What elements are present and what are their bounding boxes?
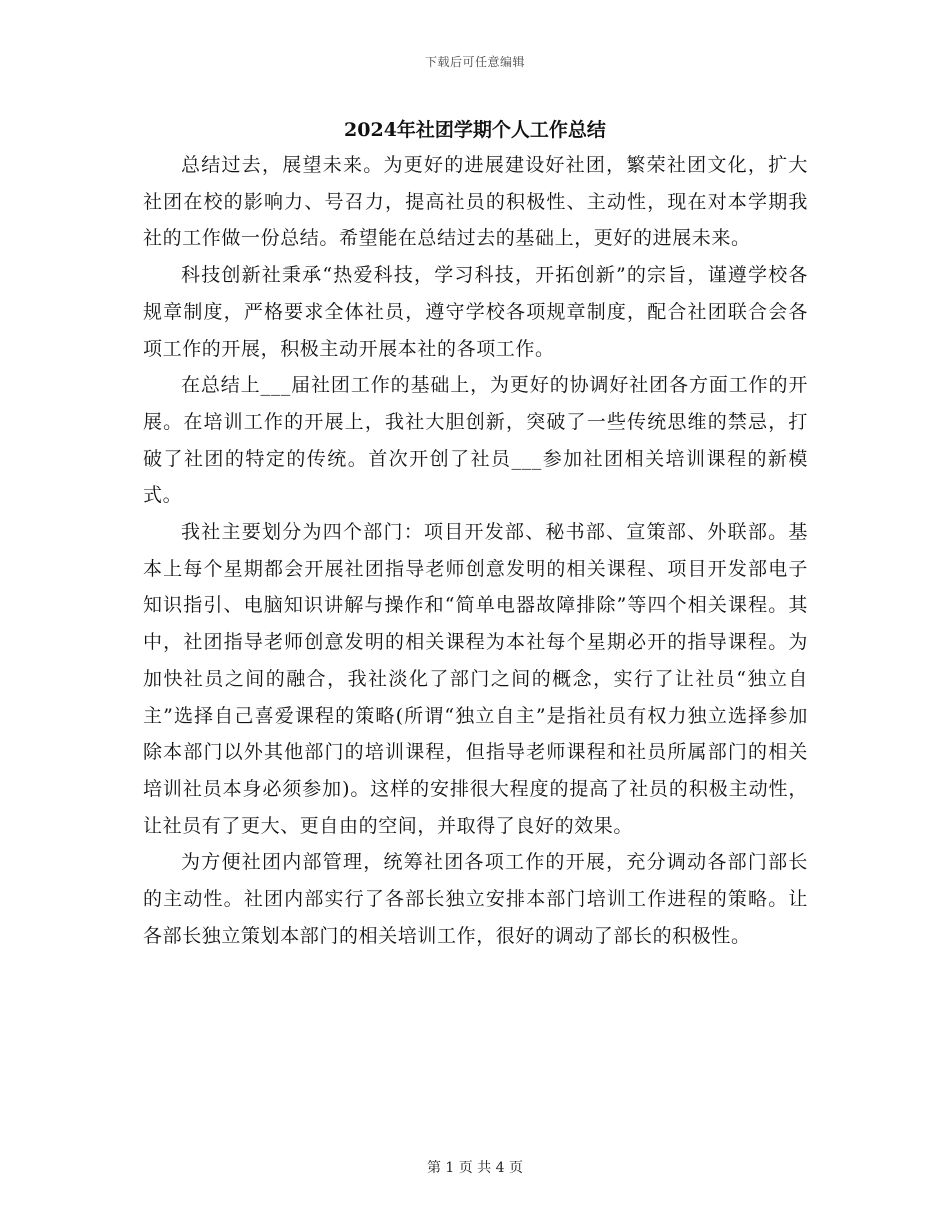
paragraph-training: 在总结上___届社团工作的基础上，为更好的协调好社团各方面工作的开展。在培训工作的开展上，我社大胆创新，突破了一些传统思维的禁忌，打破了社团的特定的传统。首次开创了社员___参加社团相关培训课程的新模式。 xyxy=(143,374,808,507)
document-body xyxy=(143,147,808,954)
header-note: 下载后可任意编辑 xyxy=(424,55,525,69)
paragraph-management: 为方便社团内部管理，统筹社团各项工作的开展，充分调动各部门部长的主动性。社团内部实行了各部长独立安排本部门培训工作进程的策略。让各部长独立策划本部门的相关培训工作，很好的调动了部长的积极性。 xyxy=(143,851,808,947)
paragraph-departments: 我社主要划分为四个部门：项目开发部、秘书部、宣策部、外联部。基本上每个星期都会开展社团指导老师创意发明的相关课程、项目开发部电子知识指引、电脑知识讲解与操作和“简单电器故障排除”等四个相关课程。其中，社团指导老师创意发明的相关课程为本社每个星期必开的指导课程。为加快社员之间的融合，我社淡化了部门之间的概念，实行了让社员“独立自主”选择自己喜爱课程的策略(所谓“独立自主”是指社员有权力独立选择参加除本部门以外其他部门的培训课程，但指导老师课程和社员所属部门的相关培训社员本身必须参加)。这样的安排很大程度的提高了社员的积极主动性，让社员有了更大、更自由的空间，并取得了良好的效果。 xyxy=(143,521,808,837)
paragraph-intro: 总结过去，展望未来。为更好的进展建设好社团，繁荣社团文化，扩大社团在校的影响力、号召力，提高社员的积极性、主动性，现在对本学期我社的工作做一份总结。希望能在总结过去的基础上，更好的进展未来。 xyxy=(143,154,808,250)
paragraph-purpose: 科技创新社秉承“热爱科技，学习科技，开拓创新”的宗旨，谨遵学校各规章制度，严格要求全体社员，遵守学校各项规章制度，配合社团联合会各项工作的开展，积极主动开展本社的各项工作。 xyxy=(143,264,808,360)
page-number: 第 1 页 共 4 页 xyxy=(426,1160,524,1176)
document-title: 2024年社团学期个人工作总结 xyxy=(344,119,606,141)
